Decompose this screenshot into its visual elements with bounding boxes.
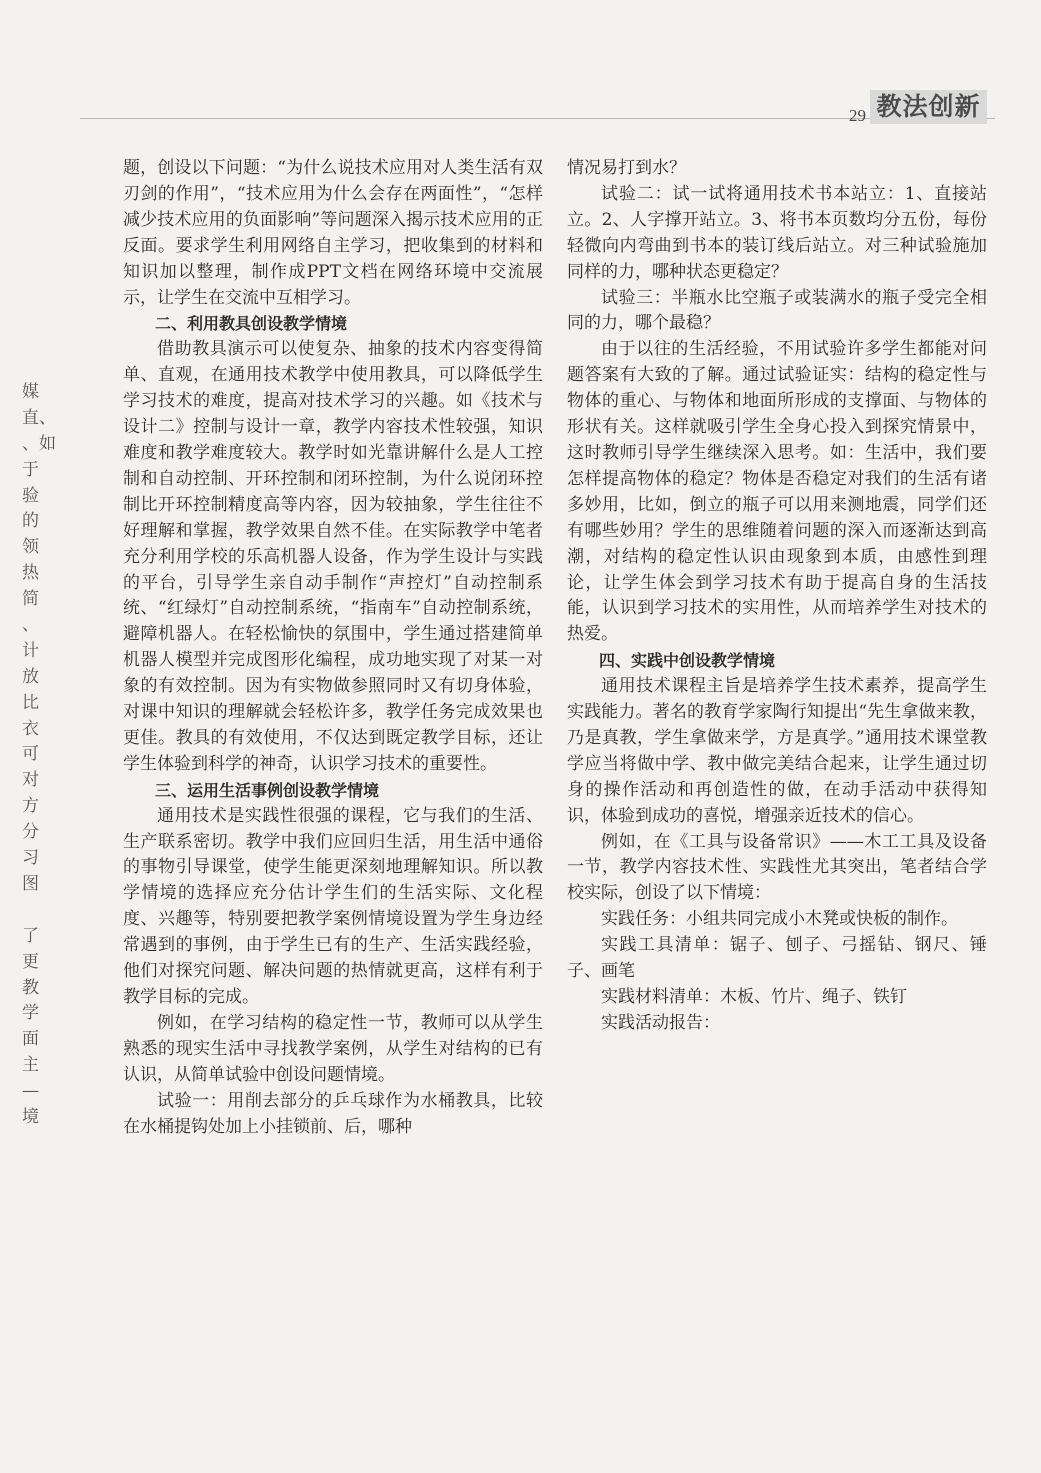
margin-fragment: 境 (22, 1106, 39, 1127)
paragraph: 试验二：试一试将通用技术书本站立：1、直接站立。2、人字撑开站立。3、将书本页数均分五份，每份轻微向内弯曲到书本的装订线后站立。对三种试验施加同样的力，哪种状态更稳定？ (567, 183, 987, 282)
margin-fragment: 图 (22, 873, 39, 894)
margin-fragment: 、如 (22, 433, 56, 454)
page-number: 29 (849, 106, 866, 125)
section-tag: 教法创新 (870, 90, 987, 124)
margin-fragment: 简 (22, 589, 39, 610)
paragraph: 借助教具演示可以使复杂、抽象的技术内容变得简单、直观，在通用技术教学中使用教具，可以降低学生学习技术的难度，提高对技术学习的兴趣。如《技术与设计二》控制与设计一章，教学内容技术性较强，知识难度和教学难度较大。教学时如光靠讲解什么是人工控制和自动控制、开环控制和闭环控制，为什么说闭环控制比开环控制精度高等内容，因为较抽象，学生往往不好理解和掌握，教学效果自然不佳。在实际教学中笔者充分利用学校的乐高机器人设备，作为学生设计与实践的平台，引导学生亲自动手制作“声控灯”自动控制系统、“红绿灯”自动控制系统，“指南车”自动控制系统，避障机器人。在轻松愉快的氛围中，学生通过搭建简单机器人模型并完成图形化编程，成功地实现了对某一对象的有效控制。因为有实物做参照同时又有切身体验，对课中知识的理解就会轻松许多，教学任务完成效果也更佳。教具的有效使用，不仅达到既定教学目标，还让学生体验到科学的神奇，认识学习技术的重要性。 (123, 339, 543, 774)
margin-fragment: 的 (22, 511, 39, 532)
paragraph: 通用技术课程主旨是培养学生技术素养，提高学生实践能力。著名的教育学家陶行知提出“先生拿做来教，乃是真教，学生拿做来学，方是真学。”通用技术课堂教学应当将做中学、教中做完美结合起来，让学生通过切身的操作活动和再创造性的做，在动手活动中获得知识，体验到成功的喜悦，增强亲近技术的信心。 (567, 676, 987, 826)
margin-fragment: 比 (22, 692, 39, 713)
margin-fragment: 放 (22, 666, 39, 687)
paragraph: 实践活动报告： (601, 1012, 720, 1033)
right-column (567, 156, 987, 1037)
paragraph: 实践任务：小组共同完成小木凳或快板的制作。 (601, 909, 958, 930)
margin-fragment: 直、 (22, 407, 56, 428)
margin-fragment: 了 (22, 925, 39, 946)
margin-fragment: 主 (22, 1055, 39, 1076)
margin-fragment: 方 (22, 796, 39, 817)
margin-fragment: 习 (22, 848, 39, 869)
paragraph: 实践工具清单：锯子、刨子、弓摇钻、钢尺、锤子、画笔 (567, 935, 987, 982)
left-column (123, 156, 543, 1140)
margin-fragment: 于 (22, 459, 39, 480)
paragraph: 试验三：半瓶水比空瓶子或装满水的瓶子受完全相同的力，哪个最稳？ (567, 287, 987, 334)
section-heading: 四、实践中创设教学情境 (599, 651, 776, 671)
margin-fragment: 对 (22, 770, 39, 791)
margin-fragment: 热 (22, 563, 39, 584)
paragraph: 例如，在学习结构的稳定性一节，教师可以从学生熟悉的现实生活中寻找教学案例，从学生对结构的已有认识，从简单试验中创设问题情境。 (123, 1012, 543, 1085)
paragraph: 实践材料清单：木板、竹片、绳子、铁钉 (601, 987, 907, 1007)
margin-fragment: 分 (22, 822, 39, 843)
margin-fragment: 学 (22, 1003, 39, 1024)
paragraph: 试验一：用削去部分的乒乓球作为水桶教具，比较在水桶提钩处加上小挂锁前、后，哪种 (123, 1090, 543, 1137)
margin-fragment: 验 (22, 485, 39, 506)
paragraph: 题，创设以下问题：“为什么说技术应用对人类生活有双刃剑的作用”，“技术应用为什么会存在两面性”，“怎样减少技术应用的负面影响”等问题深入揭示技术应用的正反面。要求学生利用网络自主学习，把收集到的材料和知识加以整理，制作成PPT文档在网络环境中交流展示，让学生在交流中互相学习。 (123, 158, 543, 308)
margin-fragment: 教 (22, 977, 39, 998)
paragraph: 情况易打到水？ (567, 158, 686, 178)
paragraph: 由于以往的生活经验，不用试验许多学生都能对问题答案有大致的了解。通过试验证实：结构的稳定性与物体的重心、与物体和地面所形成的支撑面、与物体的形状有关。这样就吸引学生全身心投入到探究情景中，这时教师引导学生继续深入思考。如：生活中，我们要怎样提高物体的稳定？物体是否稳定对我们的生活有诸多妙用，比如，倒立的瓶子可以用来测地震，同学们还有哪些妙用？学生的思维随着问题的深入而逐渐达到高潮，对结构的稳定性认识由现象到本质，由感性到理论，让学生体会到学习技术有助于提高自身的生活技能，认识到学习技术的实用性，从而培养学生对技术的热爱。 (567, 339, 987, 645)
section-heading: 三、运用生活事例创设教学情境 (155, 780, 380, 800)
margin-fragment: 领 (22, 537, 39, 558)
margin-fragment: — (22, 1081, 39, 1102)
margin-fragment: 衣 (22, 718, 39, 739)
section-heading: 二、利用教具创设教学情境 (155, 314, 348, 334)
margin-fragment: 面 (22, 1029, 39, 1050)
margin-fragment: 更 (22, 951, 39, 972)
margin-fragment: 可 (22, 744, 39, 765)
paragraph: 通用技术是实践性很强的课程，它与我们的生活、生产联系密切。教学中我们应回归生活，用生活中通俗的事物引导课堂，使学生能更深刻地理解知识。所以教学情境的选择应充分估计学生们的生活实际、文化程度、兴趣等，特别要把教学案例情境设置为学生身边经常遇到的事例，由于学生已有的生产、生活实践经验，他们对探究问题、解决问题的热情就更高，这样有利于教学目标的完成。 (123, 805, 543, 1007)
margin-fragment: 计 (22, 640, 39, 661)
paragraph: 例如，在《工具与设备常识》——木工工具及设备一节，教学内容技术性、实践性尤其突出，笔者结合学校实际，创设了以下情境： (567, 831, 987, 904)
margin-fragment: 媒 (22, 382, 39, 402)
margin-fragment: 、 (22, 615, 39, 636)
previous-page-margin-fragments (22, 380, 62, 1131)
